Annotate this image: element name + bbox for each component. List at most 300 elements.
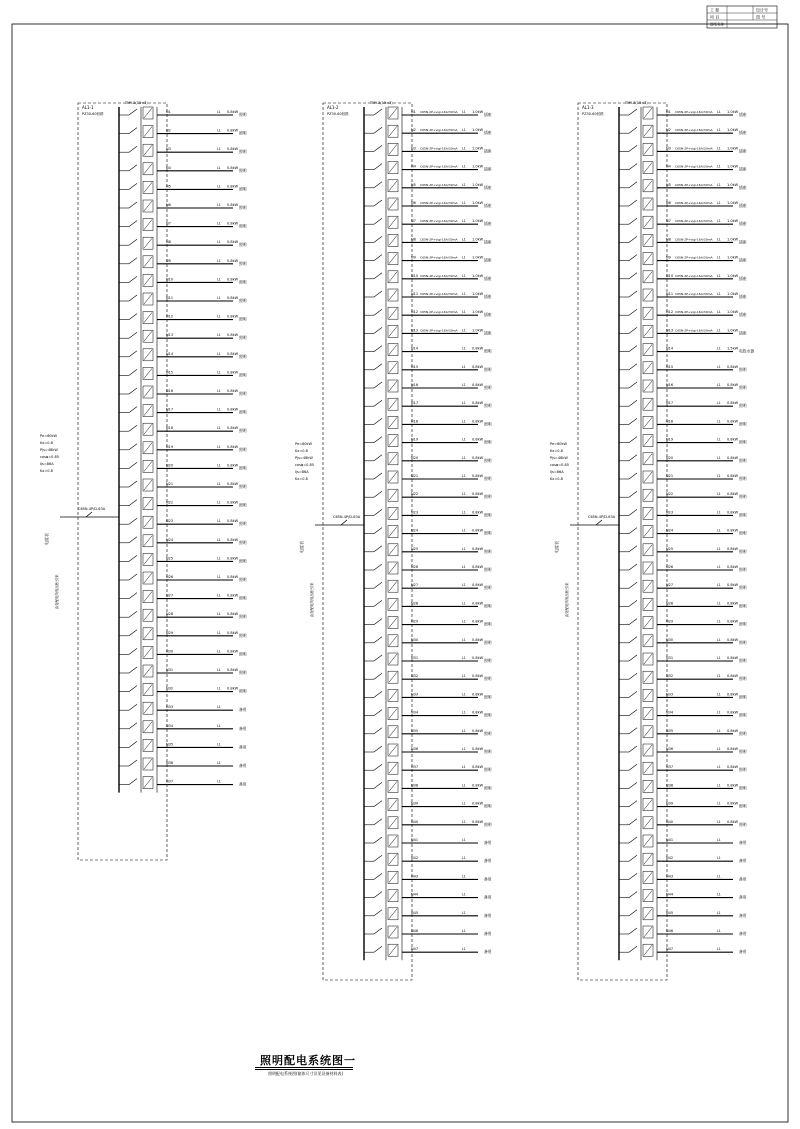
circuit-row bbox=[119, 498, 247, 510]
branch-device-contact bbox=[144, 461, 152, 471]
branch-device-contact bbox=[389, 618, 397, 628]
circuit-phase: L1 bbox=[217, 165, 221, 170]
circuit-type: 备用 bbox=[739, 840, 747, 845]
circuit-number: N4 bbox=[411, 164, 416, 169]
circuit-load: 0.8kW bbox=[472, 819, 484, 824]
load-param-text: cosφ=0.85 bbox=[40, 455, 59, 459]
circuit-row bbox=[619, 453, 747, 465]
branch-device-contact bbox=[144, 220, 152, 230]
circuit-phase: L1 bbox=[717, 310, 721, 315]
branch-breaker-symbol bbox=[129, 462, 137, 468]
circuit-type: 照明 bbox=[739, 603, 747, 609]
circuit-number: N26 bbox=[166, 575, 174, 579]
incoming-breaker-symbol bbox=[86, 512, 92, 517]
circuit-row bbox=[364, 471, 492, 483]
circuit-phase: L1 bbox=[217, 444, 221, 449]
circuit-row bbox=[619, 908, 747, 920]
branch-breaker-symbol bbox=[374, 145, 382, 151]
circuit-type: 照明 bbox=[739, 712, 747, 718]
branch-breaker-symbol bbox=[629, 346, 637, 352]
meter-label: 电度表 bbox=[299, 541, 304, 553]
circuit-load: 0.8kW bbox=[472, 474, 484, 478]
circuit-type: 照明 bbox=[484, 548, 492, 554]
circuit-number: N17 bbox=[666, 401, 674, 406]
circuit-load: 0.8kW bbox=[727, 364, 739, 369]
branch-device-contact bbox=[144, 387, 152, 397]
circuit-type: 照明 bbox=[484, 494, 492, 500]
circuit-row bbox=[119, 256, 247, 268]
branch-breaker-symbol bbox=[374, 327, 382, 333]
branch-device-contact bbox=[389, 454, 397, 464]
branch-breaker-symbol bbox=[129, 779, 137, 785]
circuit-type: 照明 bbox=[239, 558, 247, 564]
circuit-number: N28 bbox=[411, 601, 419, 606]
circuit-number: N4 bbox=[166, 165, 171, 170]
branch-breaker-symbol bbox=[129, 183, 137, 189]
circuit-row bbox=[619, 653, 747, 665]
circuit-number: N37 bbox=[411, 765, 419, 770]
circuit-row bbox=[119, 479, 247, 491]
circuit-type: 照明 bbox=[484, 821, 492, 827]
circuit-phase: L1 bbox=[462, 182, 466, 187]
circuit-phase: L1 bbox=[462, 364, 466, 369]
circuit-breaker-spec: C65N-2P+vigi-16A/30mA bbox=[420, 328, 458, 333]
circuit-load: 0.8kW bbox=[472, 419, 484, 424]
circuit-phase: L1 bbox=[217, 370, 221, 375]
circuit-number: N42 bbox=[411, 856, 419, 861]
circuit-row bbox=[619, 198, 747, 210]
circuit-phase: L1 bbox=[462, 346, 466, 351]
circuit-phase: L1 bbox=[462, 455, 466, 460]
circuit-type: 照明 bbox=[239, 260, 247, 266]
panel-bus-label: TMY-3(15×3) bbox=[125, 101, 148, 105]
branch-breaker-symbol bbox=[374, 364, 382, 370]
circuit-breaker-spec: C65N-2P+vigi-16A/30mA bbox=[420, 201, 458, 205]
circuit-row bbox=[364, 926, 492, 938]
circuit-row bbox=[364, 544, 492, 556]
circuit-phase: L1 bbox=[462, 783, 466, 788]
circuit-type: 照明 bbox=[484, 785, 492, 791]
circuit-row bbox=[619, 489, 747, 501]
circuit-phase: L1 bbox=[217, 314, 221, 319]
circuit-type: 插座 bbox=[739, 221, 747, 227]
meter-label: 电度表 bbox=[44, 533, 49, 545]
circuit-load: 0.8kW bbox=[727, 819, 739, 824]
circuit-phase: L1 bbox=[717, 929, 721, 933]
branch-device-contact bbox=[644, 690, 652, 700]
circuit-type: 备用 bbox=[484, 894, 492, 900]
branch-breaker-symbol bbox=[374, 910, 382, 916]
circuit-phase: L1 bbox=[462, 146, 466, 151]
circuit-type: 照明 bbox=[484, 730, 492, 736]
circuit-number: N26 bbox=[411, 565, 419, 569]
circuit-phase: L1 bbox=[217, 389, 221, 393]
panel-bus-label: TMY-3(15×3) bbox=[625, 101, 648, 105]
load-param-text: Pe=60kW bbox=[295, 442, 313, 446]
branch-device-contact bbox=[389, 490, 397, 500]
branch-device-contact bbox=[389, 163, 397, 173]
circuit-phase: L1 bbox=[217, 612, 221, 617]
circuit-load: 1.0kW bbox=[472, 255, 484, 260]
circuit-number: N37 bbox=[166, 779, 174, 784]
circuit-load: 0.8kW bbox=[227, 612, 239, 617]
circuit-number: N1 bbox=[411, 110, 416, 114]
circuit-phase: L1 bbox=[462, 747, 466, 751]
circuit-phase: L1 bbox=[717, 892, 721, 897]
circuit-row bbox=[619, 507, 747, 519]
branch-breaker-symbol bbox=[129, 686, 137, 692]
circuit-number: N12 bbox=[166, 314, 174, 319]
branch-device-contact bbox=[389, 690, 397, 700]
circuit-number: N7 bbox=[166, 221, 171, 226]
branch-breaker-symbol bbox=[629, 691, 637, 697]
branch-breaker-symbol bbox=[129, 667, 137, 673]
branch-breaker-symbol bbox=[374, 346, 382, 352]
circuit-load: 0.8kW bbox=[727, 474, 739, 478]
load-param-text: Pe=60kW bbox=[40, 434, 58, 438]
circuit-type: 照明 bbox=[739, 548, 747, 554]
circuit-type: 插座 bbox=[739, 294, 747, 299]
circuit-phase: L1 bbox=[717, 255, 721, 260]
circuit-type: 照明 bbox=[239, 167, 247, 173]
branch-device-contact bbox=[389, 217, 397, 227]
circuit-type: 备用 bbox=[239, 707, 247, 713]
branch-breaker-symbol bbox=[374, 109, 382, 115]
branch-device-contact bbox=[644, 581, 652, 591]
circuit-number: N8 bbox=[411, 237, 416, 242]
circuit-phase: L1 bbox=[217, 500, 221, 505]
branch-device-contact bbox=[389, 654, 397, 664]
branch-device-contact bbox=[644, 891, 652, 901]
circuit-type: 插座 bbox=[484, 275, 492, 281]
circuit-number: N6 bbox=[666, 201, 671, 205]
circuit-number: N33 bbox=[411, 692, 419, 697]
circuit-load: 0.8kW bbox=[727, 419, 739, 424]
branch-device-contact bbox=[144, 275, 152, 285]
branch-device-contact bbox=[144, 368, 152, 378]
circuit-row bbox=[364, 198, 492, 210]
circuit-phase: L1 bbox=[462, 819, 466, 824]
branch-device-contact bbox=[389, 709, 397, 719]
circuit-load: 0.8kW bbox=[472, 674, 484, 679]
branch-breaker-symbol bbox=[629, 164, 637, 170]
branch-breaker-symbol bbox=[129, 407, 137, 413]
branch-breaker-symbol bbox=[629, 728, 637, 734]
branch-breaker-symbol bbox=[374, 928, 382, 934]
circuit-row bbox=[119, 237, 247, 249]
circuit-type: 照明 bbox=[239, 465, 247, 471]
circuit-type: 照明 bbox=[484, 676, 492, 682]
branch-breaker-symbol bbox=[374, 455, 382, 461]
circuit-type: 备用 bbox=[739, 949, 747, 955]
branch-breaker-symbol bbox=[629, 491, 637, 497]
circuit-phase: L1 bbox=[462, 892, 466, 897]
load-param-text: cosφ=0.85 bbox=[295, 463, 314, 467]
circuit-load: 0.8kW bbox=[727, 674, 739, 679]
circuit-row bbox=[364, 653, 492, 665]
circuit-row bbox=[619, 234, 747, 246]
circuit-row bbox=[619, 289, 747, 301]
branch-breaker-symbol bbox=[129, 314, 137, 320]
circuit-phase: L1 bbox=[217, 147, 221, 152]
circuit-type: 照明 bbox=[239, 391, 247, 396]
circuit-phase: L1 bbox=[462, 801, 466, 806]
circuit-breaker-spec: C65N-2P+vigi-16A/30mA bbox=[675, 328, 713, 333]
circuit-number: N22 bbox=[411, 492, 419, 497]
circuit-phase: L1 bbox=[717, 237, 721, 242]
circuit-row bbox=[364, 435, 492, 447]
circuit-phase: L1 bbox=[717, 765, 721, 770]
branch-device-contact bbox=[644, 399, 652, 409]
circuit-type: 照明 bbox=[484, 603, 492, 609]
circuit-type: 照明 bbox=[484, 385, 492, 390]
load-param-text: Kx=0.8 bbox=[40, 441, 53, 445]
circuit-type: 插座 bbox=[739, 239, 747, 245]
circuit-number: N44 bbox=[666, 892, 674, 897]
circuit-number: N1 bbox=[666, 110, 671, 114]
branch-device-contact bbox=[644, 144, 652, 154]
circuit-phase: L1 bbox=[717, 492, 721, 497]
circuit-type: 备用 bbox=[739, 876, 747, 882]
circuit-phase: L1 bbox=[717, 747, 721, 751]
circuit-phase: L1 bbox=[717, 637, 721, 642]
circuit-row bbox=[619, 216, 747, 228]
circuit-type: 照明 bbox=[239, 428, 247, 434]
circuit-number: N18 bbox=[411, 419, 419, 424]
circuit-breaker-spec: C65N-2P+vigi-16A/30mA bbox=[420, 255, 458, 260]
branch-breaker-symbol bbox=[374, 728, 382, 734]
branch-device-contact bbox=[644, 163, 652, 173]
circuit-number: N33 bbox=[166, 705, 174, 710]
load-param-text: Ijs=86A bbox=[295, 470, 309, 474]
branch-device-contact bbox=[389, 144, 397, 154]
circuit-phase: L1 bbox=[462, 383, 466, 387]
circuit-number: N46 bbox=[411, 929, 419, 933]
circuit-number: N23 bbox=[166, 519, 174, 524]
circuit-type: 备用 bbox=[239, 763, 247, 768]
circuit-load: 0.8kW bbox=[727, 546, 739, 551]
circuit-type: 插座 bbox=[739, 275, 747, 281]
circuit-number: N31 bbox=[666, 656, 674, 660]
branch-breaker-symbol bbox=[374, 164, 382, 170]
branch-device-contact bbox=[144, 517, 152, 527]
circuit-type: 备用 bbox=[484, 840, 492, 845]
circuit-number: N2 bbox=[166, 128, 171, 133]
circuit-phase: L1 bbox=[462, 437, 466, 442]
branch-device-contact bbox=[644, 927, 652, 937]
incoming-breaker-symbol bbox=[596, 520, 602, 525]
branch-breaker-symbol bbox=[129, 574, 137, 580]
branch-breaker-symbol bbox=[629, 710, 637, 716]
circuit-type: 照明 bbox=[484, 348, 492, 354]
circuit-phase: L1 bbox=[717, 273, 721, 278]
circuit-type: 插座 bbox=[739, 166, 747, 172]
circuit-row bbox=[619, 398, 747, 410]
circuit-breaker-spec: C65N-2P+vigi-16A/30mA bbox=[675, 146, 713, 151]
circuit-phase: L1 bbox=[462, 929, 466, 933]
circuit-load: 0.8kW bbox=[227, 128, 239, 133]
branch-device-contact bbox=[389, 727, 397, 737]
circuit-load: 0.8kW bbox=[727, 601, 739, 606]
circuit-type: 插座 bbox=[739, 184, 747, 190]
branch-breaker-symbol bbox=[629, 546, 637, 552]
circuit-type: 照明 bbox=[239, 409, 247, 415]
circuit-load: 0.8kW bbox=[227, 165, 239, 170]
circuit-load: 0.8kW bbox=[227, 649, 239, 654]
incoming-breaker-label: C65N-4P/D-63A bbox=[333, 515, 361, 519]
circuit-load: 0.8kW bbox=[227, 240, 239, 245]
branch-breaker-symbol bbox=[374, 418, 382, 424]
circuit-phase: L1 bbox=[462, 528, 466, 533]
circuit-number: N34 bbox=[166, 723, 174, 728]
circuit-load: 1.0kW bbox=[727, 328, 739, 333]
circuit-row bbox=[619, 544, 747, 556]
circuit-number: N26 bbox=[666, 565, 674, 569]
branch-device-contact bbox=[389, 891, 397, 901]
branch-breaker-symbol bbox=[374, 491, 382, 497]
branch-breaker-symbol bbox=[129, 593, 137, 599]
circuit-type: 照明 bbox=[239, 651, 247, 657]
circuit-row bbox=[119, 442, 247, 454]
branch-device-contact bbox=[644, 436, 652, 446]
circuit-phase: L1 bbox=[462, 255, 466, 260]
circuit-number: N27 bbox=[166, 593, 174, 598]
circuit-number: N47 bbox=[666, 947, 674, 952]
title-block-design-no-label: 设计号 bbox=[756, 7, 768, 13]
circuit-load: 0.8kW bbox=[472, 619, 484, 624]
circuit-number: N17 bbox=[166, 407, 174, 412]
circuit-type: 照明 bbox=[739, 676, 747, 682]
circuit-phase: L1 bbox=[217, 240, 221, 245]
branch-breaker-symbol bbox=[129, 537, 137, 543]
circuit-number: N36 bbox=[411, 747, 419, 751]
circuit-number: N47 bbox=[411, 947, 419, 952]
circuit-phase: L1 bbox=[217, 537, 221, 542]
branch-device-contact bbox=[389, 581, 397, 591]
circuit-number: N18 bbox=[666, 419, 674, 424]
branch-device-contact bbox=[644, 417, 652, 427]
circuit-phase: L1 bbox=[462, 656, 466, 660]
circuit-type: 照明 bbox=[239, 595, 247, 601]
circuit-phase: L1 bbox=[217, 221, 221, 226]
circuit-phase: L1 bbox=[217, 463, 221, 468]
panel-enclosure bbox=[78, 103, 167, 860]
branch-breaker-symbol bbox=[374, 782, 382, 788]
branch-device-contact bbox=[144, 778, 152, 788]
branch-breaker-symbol bbox=[629, 855, 637, 861]
circuit-phase: L1 bbox=[717, 201, 721, 205]
branch-breaker-symbol bbox=[374, 255, 382, 261]
branch-device-contact bbox=[389, 272, 397, 282]
circuit-load: 0.8kW bbox=[227, 277, 239, 282]
branch-device-contact bbox=[144, 313, 152, 323]
circuit-number: N12 bbox=[666, 310, 674, 315]
circuit-row bbox=[119, 553, 247, 565]
circuit-row bbox=[119, 591, 247, 603]
circuit-row bbox=[119, 460, 247, 472]
circuit-phase: L1 bbox=[717, 838, 721, 842]
circuit-type: 照明 bbox=[239, 670, 247, 675]
circuit-number: N25 bbox=[411, 546, 419, 551]
circuit-load: 0.8kW bbox=[472, 546, 484, 551]
circuit-breaker-spec: C65N-2P+vigi-16A/30mA bbox=[420, 219, 458, 224]
circuit-load: 0.8kW bbox=[227, 426, 239, 431]
drawing-subtitle: 照明配电系统图(箱体尺寸详见设备材料表) bbox=[268, 1071, 344, 1076]
circuit-number: N30 bbox=[666, 637, 674, 642]
circuit-load: 0.8kW bbox=[472, 437, 484, 442]
branch-device-contact bbox=[389, 527, 397, 537]
circuit-load: 1.0kW bbox=[727, 292, 739, 296]
circuit-number: N27 bbox=[666, 583, 674, 588]
circuit-number: N29 bbox=[411, 619, 419, 624]
circuit-number: N10 bbox=[411, 273, 419, 278]
branch-device-contact bbox=[144, 257, 152, 267]
branch-device-contact bbox=[644, 763, 652, 773]
branch-device-contact bbox=[389, 836, 397, 846]
circuit-load: 0.8kW bbox=[472, 492, 484, 497]
load-param-text: Pjs=48kW bbox=[550, 456, 568, 460]
circuit-number: N20 bbox=[411, 455, 419, 460]
branch-device-contact bbox=[644, 345, 652, 355]
circuit-phase: L1 bbox=[217, 519, 221, 524]
circuit-phase: L1 bbox=[717, 783, 721, 788]
circuit-number: N29 bbox=[166, 630, 174, 635]
circuit-load: 0.8kW bbox=[472, 601, 484, 606]
circuit-number: N21 bbox=[411, 474, 419, 478]
branch-breaker-symbol bbox=[629, 946, 637, 952]
circuit-phase: L1 bbox=[717, 182, 721, 187]
circuit-row bbox=[619, 180, 747, 192]
meter-label: 电度表 bbox=[554, 541, 559, 553]
branch-breaker-symbol bbox=[629, 873, 637, 879]
circuit-phase: L1 bbox=[462, 110, 466, 114]
circuit-type: 照明 bbox=[484, 476, 492, 481]
branch-breaker-symbol bbox=[129, 202, 137, 208]
circuit-load: 0.8kW bbox=[227, 537, 239, 542]
circuit-number: N30 bbox=[166, 649, 174, 654]
circuit-phase: L1 bbox=[462, 328, 466, 333]
circuit-phase: L1 bbox=[462, 947, 466, 952]
circuit-type: 照明 bbox=[484, 621, 492, 627]
circuit-row bbox=[619, 253, 747, 265]
circuit-phase: L1 bbox=[462, 128, 466, 133]
circuit-load: 0.8kW bbox=[227, 184, 239, 189]
branch-device-contact bbox=[389, 381, 397, 391]
branch-device-contact bbox=[144, 424, 152, 434]
circuit-row bbox=[364, 216, 492, 228]
circuit-number: N19 bbox=[166, 444, 174, 449]
branch-breaker-symbol bbox=[374, 564, 382, 570]
circuit-phase: L1 bbox=[717, 110, 721, 114]
branch-device-contact bbox=[644, 472, 652, 482]
circuit-load: 1.0kW bbox=[472, 182, 484, 187]
branch-device-contact bbox=[144, 406, 152, 416]
circuit-load: 0.8kW bbox=[727, 401, 739, 406]
circuit-row bbox=[119, 405, 247, 417]
circuit-load: 0.8kW bbox=[472, 656, 484, 660]
branch-breaker-symbol bbox=[374, 218, 382, 224]
branch-breaker-symbol bbox=[129, 425, 137, 431]
circuit-number: N7 bbox=[666, 219, 671, 224]
circuit-row bbox=[619, 835, 747, 847]
branch-breaker-symbol bbox=[629, 364, 637, 370]
branch-breaker-symbol bbox=[629, 637, 637, 643]
circuit-phase: L1 bbox=[717, 565, 721, 569]
branch-breaker-symbol bbox=[629, 218, 637, 224]
branch-device-contact bbox=[144, 238, 152, 248]
circuit-phase: L1 bbox=[217, 482, 221, 486]
circuit-phase: L1 bbox=[462, 838, 466, 842]
